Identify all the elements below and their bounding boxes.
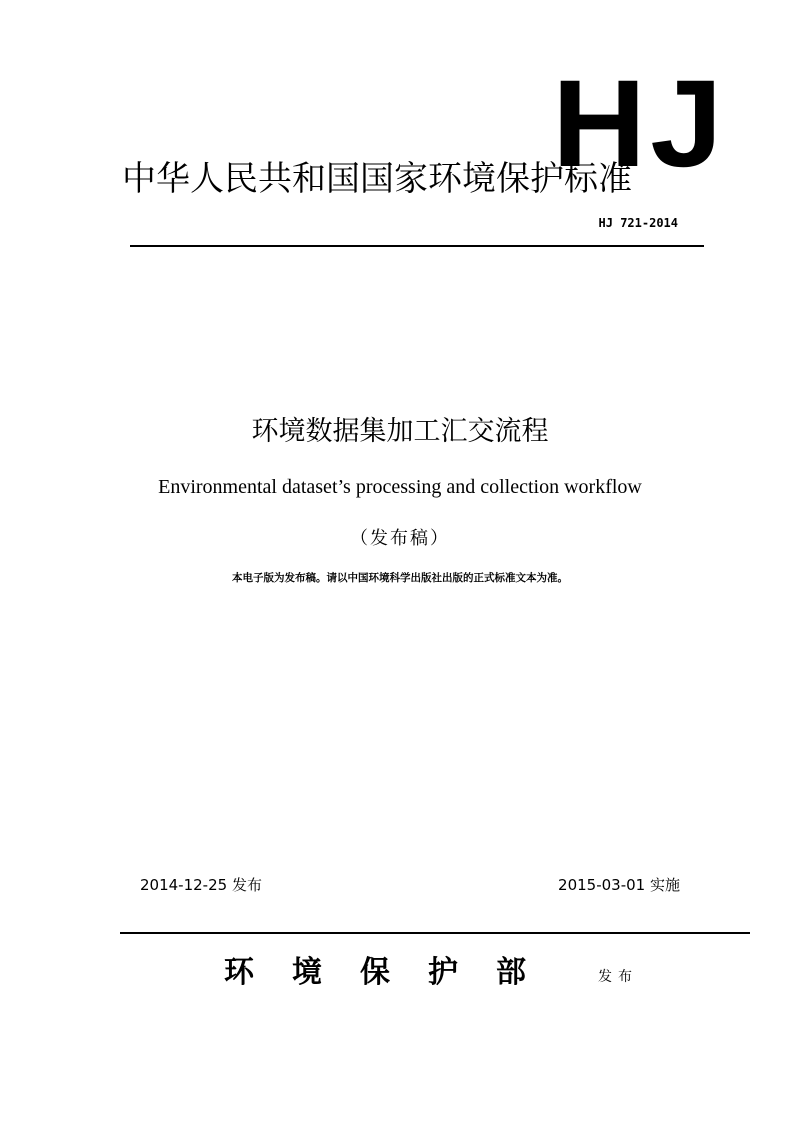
document-title-english: Environmental dataset’s processing and collection workflow	[158, 476, 642, 498]
bottom-divider	[120, 932, 750, 934]
hj-logo: HJ	[552, 55, 727, 193]
document-title-chinese: 环境数据集加工汇交流程	[251, 416, 549, 447]
implementation-date: 2015-03-01 实施	[558, 876, 680, 894]
issuing-label: 发布	[598, 969, 638, 985]
top-divider	[130, 245, 704, 247]
issuing-authority: 环境保护部	[224, 955, 564, 990]
document-status: （发布稿）	[350, 528, 450, 549]
issue-date: 2014-12-25 发布	[140, 876, 262, 894]
standard-category-title: 中华人民共和国国家环境保护标准	[122, 159, 632, 199]
standard-code: HJ 721-2014	[598, 216, 678, 230]
edition-note: 本电子版为发布稿。请以中国环境科学出版社出版的正式标准文本为准。	[232, 572, 568, 584]
